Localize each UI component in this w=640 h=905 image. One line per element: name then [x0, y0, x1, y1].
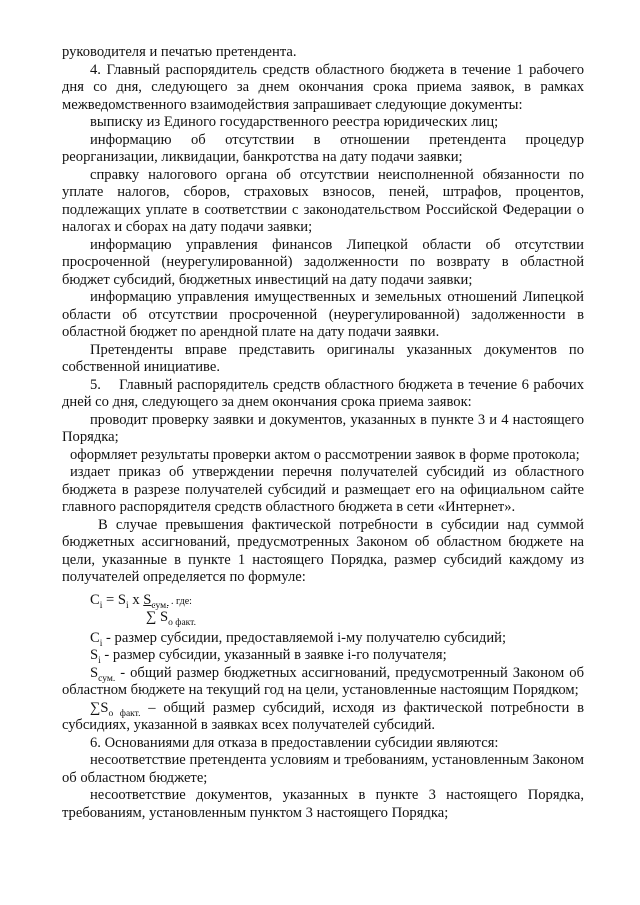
definition: $\sum S_{о факт.}$ – общий размер субсидий, исходя из фактической потребности в субсидиях, указанной в заявках всех получателей субсидий.: [62, 699, 584, 733]
paragraph: информацию об отсутствии в отношении претендента процедур реорганизации, ликвидации, банкротства на дату подачи заявки;: [62, 131, 584, 165]
definition: $S_{сум.}$ - общий размер бюджетных ассигнований, предусмотренный Законом об областном бюджете на текущий год на цели, установленные настоящим Порядком;: [62, 664, 584, 698]
paragraph: 4. Главный распорядитель средств областного бюджета в течение 1 рабочего дня со дня, следующего за днем окончания срока приема заявок, в рамках межведомственного взаимодействия запрашивает следующие документы:: [62, 61, 584, 113]
paragraph: издает приказ об утверждении перечня получателей субсидий из областного бюджета в разрезе получателей субсидий и размещает его на официальном сайте главного распорядителя средств областного бюджета в сети «Интернет».: [62, 464, 584, 515]
paragraph: выписку из Единого государственного реестра юридических лиц;: [90, 114, 499, 130]
paragraph: информацию управления финансов Липецкой области об отсутствии просроченной (неурегулированной) задолженности по возврату в областной бюджет субсидий, бюджетных инвестиций на дату подачи заявки;: [62, 236, 584, 288]
paragraph: оформляет результаты проверки актом о рассмотрении заявок в форме протокола;: [70, 446, 580, 463]
paragraph: руководителя и печатью претендента.: [62, 44, 297, 60]
paragraph: информацию управления имущественных и земельных отношений Липецкой области об отсутствии просроченной (неурегулированной) задолженности в областной бюджет по арендной плате на дату подачи заявки.: [62, 289, 584, 340]
paragraph: справку налогового органа об отсутствии неисполненной обязанности по уплате налогов, сборов, страховых взносов, пеней, штрафов, процентов, подлежащих уплате в соответствии с законодательством Российской Федерации о налогах и сборах на дату подачи заявки;: [62, 166, 584, 235]
paragraph: Претенденты вправе представить оригиналы указанных документов по собственной инициативе.: [62, 341, 584, 375]
definition: $S_i$ - размер субсидии, указанный в заявке i-го получателя;: [90, 647, 447, 666]
subsidy-formula: [90, 592, 584, 630]
paragraph: несоответствие претендента условиям и требованиям, установленным Законом об областном бюджете;: [62, 752, 584, 786]
definition: $C_i$ - размер субсидии, предоставляемой i-му получателю субсидий;: [90, 629, 507, 649]
formula-line: $C_i = S_i$ x $S_{сум.}$ . где:: [90, 591, 192, 611]
paragraph: 6. Основаниями для отказа в предоставлении субсидии являются:: [90, 734, 499, 751]
paragraph: проводит проверку заявки и документов, указанных в пункте 3 и 4 настоящего Порядка;: [62, 411, 584, 445]
paragraph: 5. Главный распорядитель средств областного бюджета в течение 6 рабочих дней со дня, следующего за днем окончания срока приема заявок:: [62, 376, 588, 410]
formula-denominator: ∑ $S_{о факт.}$: [146, 608, 196, 628]
paragraph: несоответствие документов, указанных в пункте 3 настоящего Порядка, требованиям, установленным пунктом 3 настоящего Порядка;: [62, 787, 584, 821]
paragraph: В случае превышения фактической потребности в субсидии над суммой бюджетных ассигнований, предусмотренных Законом об областном бюджете на цели, указанные в пункте 1 настоящего Порядка, размер субсидий каждому из получателей определяется по формуле:: [62, 516, 584, 585]
